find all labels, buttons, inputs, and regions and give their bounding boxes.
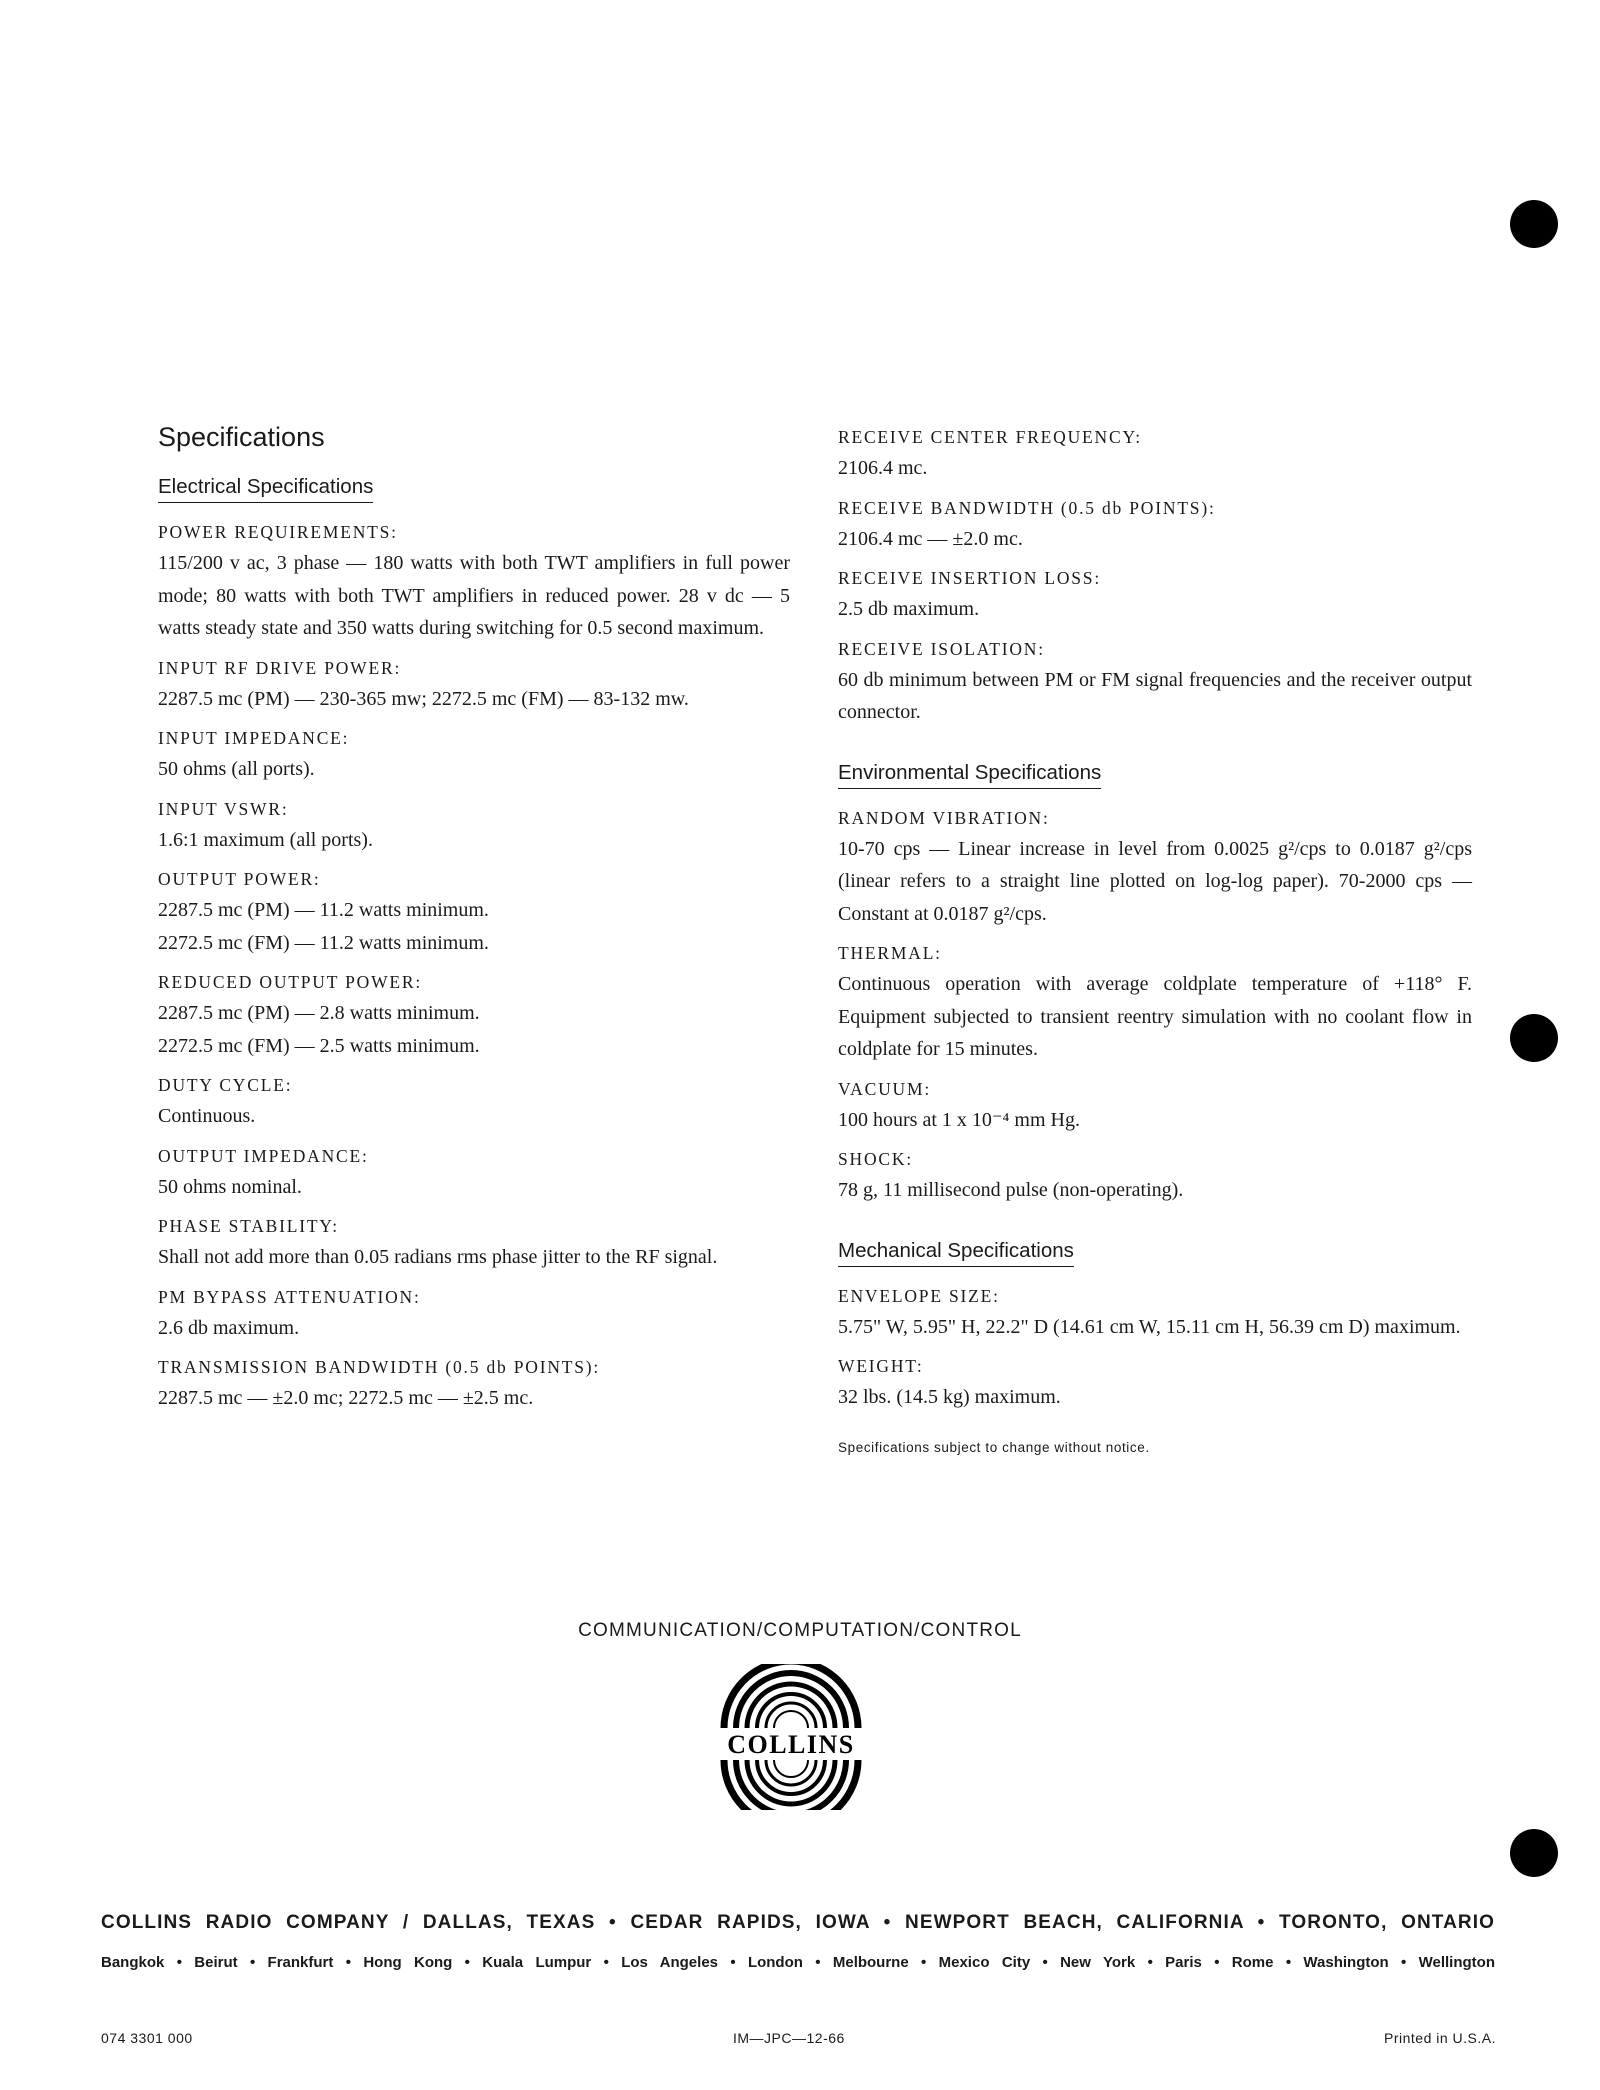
receive-section <box>838 422 1472 729</box>
binder-hole-middle <box>1510 1014 1558 1062</box>
spec-value: 2272.5 mc (FM) — 11.2 watts minimum. <box>158 931 489 954</box>
spec-item <box>158 1282 790 1345</box>
spec-value: 50 ohms (all ports). <box>158 758 315 780</box>
spec-item <box>158 1070 790 1133</box>
spec-label: INPUT IMPEDANCE: <box>158 728 350 748</box>
spec-item <box>158 1352 790 1415</box>
spec-label: POWER REQUIREMENTS: <box>158 522 398 542</box>
receive-spec-list <box>838 422 1472 729</box>
spec-label: THERMAL: <box>838 943 942 963</box>
spec-label: ENVELOPE SIZE: <box>838 1285 1000 1306</box>
spec-value: 2.6 db maximum. <box>158 1316 300 1339</box>
spec-value: 2106.4 mc — ±2.0 mc. <box>838 527 1023 550</box>
spec-label: DUTY CYCLE: <box>158 1075 293 1095</box>
company-addresses: COLLINS RADIO COMPANY / DALLAS, TEXAS • CEDAR RAPIDS, IOWA • NEWPORT BEACH, CALIFORNIA • TORONTO, ONTARIO <box>101 1912 1495 1933</box>
spec-item <box>838 803 1472 931</box>
spec-item <box>158 1211 790 1274</box>
spec-value: 1.6:1 maximum (all ports). <box>158 828 373 851</box>
print-code: IM—JPC—12-66 <box>733 2030 845 2046</box>
spec-item <box>838 634 1472 729</box>
spec-value: 2.5 db maximum. <box>838 598 980 620</box>
spec-label: INPUT RF DRIVE POWER: <box>158 657 402 678</box>
binder-hole-bottom <box>1510 1829 1558 1877</box>
environmental-spec-list <box>838 803 1472 1207</box>
spec-item <box>838 563 1472 626</box>
international-offices: Bangkok • Beirut • Frankfurt • Hong Kong • Kuala Lumpur • Los Angeles • London • Melbourne • Mexico City • New York • Paris • Rome • Washington • Wellington <box>101 1954 1495 1971</box>
spec-value: 115/200 v ac, 3 phase — 180 watts with both TWT amplifiers in full power mode; 80 watts with both TWT amplifiers in reduced power. 28 v dc — 5 watts steady state and 350 watts during switching for 0.5 second maximum. <box>158 552 790 639</box>
spec-item <box>158 1141 790 1204</box>
spec-label: RECEIVE INSERTION LOSS: <box>838 568 1101 588</box>
spec-item <box>158 517 790 645</box>
page-title: Specifications <box>158 422 325 452</box>
spec-item <box>158 864 790 959</box>
spec-label: WEIGHT: <box>838 1356 924 1376</box>
spec-item <box>838 938 1472 1066</box>
spec-value: 32 lbs. (14.5 kg) maximum. <box>838 1386 1061 1408</box>
binder-hole-top <box>1510 200 1558 248</box>
spec-value: Continuous operation with average coldplate temperature of +118° F. Equipment subjected to transient reentry simulation with no coolant flow in coldplate for 15 minutes. <box>838 973 1472 1060</box>
spec-value: 50 ohms nominal. <box>158 1175 302 1198</box>
mechanical-spec-list <box>838 1281 1472 1414</box>
spec-label: VACUUM: <box>838 1078 931 1099</box>
spec-item <box>158 723 790 786</box>
spec-item <box>158 794 790 857</box>
right-column <box>838 422 1472 1455</box>
spec-label: RECEIVE ISOLATION: <box>838 638 1045 659</box>
spec-label: INPUT VSWR: <box>158 798 289 819</box>
spec-value: 60 db minimum between PM or FM signal frequencies and the receiver output connector. <box>838 668 1472 723</box>
spec-label: RECEIVE CENTER FREQUENCY: <box>838 427 1142 447</box>
environmental-section <box>838 739 1472 1207</box>
electrical-section <box>158 475 790 1415</box>
electrical-section-title: Electrical Specifications <box>158 475 373 503</box>
printed-in: Printed in U.S.A. <box>1384 2030 1496 2046</box>
spec-value: 100 hours at 1 x 10⁻⁴ mm Hg. <box>838 1108 1080 1131</box>
spec-value: 10-70 cps — Linear increase in level from 0.0025 g²/cps to 0.0187 g²/cps (linear refers to a straight line plotted on log-log paper). 70-2000 cps — Constant at 0.0187 g²/cps. <box>838 837 1472 925</box>
spec-value: 5.75" W, 5.95" H, 22.2" D (14.61 cm W, 15.11 cm H, 56.39 cm D) maximum. <box>838 1315 1461 1338</box>
spec-value: 2287.5 mc — ±2.0 mc; 2272.5 mc — ±2.5 mc. <box>158 1387 534 1409</box>
document-number: 074 3301 000 <box>101 2030 193 2046</box>
spec-item <box>838 1144 1472 1207</box>
spec-label: OUTPUT IMPEDANCE: <box>158 1145 369 1166</box>
spec-item <box>838 1281 1472 1344</box>
spec-item <box>158 653 790 716</box>
spec-label: TRANSMISSION BANDWIDTH (0.5 db POINTS): <box>158 1357 601 1377</box>
spec-value: 2287.5 mc (PM) — 2.8 watts minimum. <box>158 1002 480 1024</box>
spec-value: 2106.4 mc. <box>838 457 928 479</box>
spec-item <box>838 1074 1472 1137</box>
spec-value: 2287.5 mc (PM) — 230-365 mw; 2272.5 mc (FM) — 83-132 mw. <box>158 687 689 710</box>
collins-logo <box>716 1664 866 1810</box>
mechanical-section <box>838 1217 1472 1414</box>
spec-label: RANDOM VIBRATION: <box>838 807 1050 828</box>
spec-item <box>838 422 1472 485</box>
spec-label: SHOCK: <box>838 1149 913 1169</box>
specifications-note: Specifications subject to change without notice. <box>838 1439 1150 1455</box>
spec-item <box>838 493 1472 556</box>
mechanical-section-title: Mechanical Specifications <box>838 1239 1074 1267</box>
spec-label: RECEIVE BANDWIDTH (0.5 db POINTS): <box>838 497 1216 518</box>
spec-label: PM BYPASS ATTENUATION: <box>158 1286 421 1307</box>
spec-label: PHASE STABILITY: <box>158 1216 339 1236</box>
environmental-section-title: Environmental Specifications <box>838 761 1101 789</box>
spec-value: Shall not add more than 0.05 radians rms phase jitter to the RF signal. <box>158 1246 718 1268</box>
spec-label: REDUCED OUTPUT POWER: <box>158 972 423 992</box>
spec-item <box>838 1351 1472 1414</box>
spec-value: 78 g, 11 millisecond pulse (non-operating). <box>838 1179 1184 1201</box>
spec-item <box>158 967 790 1062</box>
tagline: COMMUNICATION/COMPUTATION/CONTROL <box>578 1620 1022 1641</box>
spec-value: Continuous. <box>158 1105 256 1127</box>
spec-label: OUTPUT POWER: <box>158 869 321 889</box>
logo-wordmark: COLLINS <box>727 1730 855 1759</box>
spec-value: 2287.5 mc (PM) — 11.2 watts minimum. <box>158 899 489 921</box>
spec-value: 2272.5 mc (FM) — 2.5 watts minimum. <box>158 1034 480 1057</box>
left-column <box>158 414 790 1425</box>
electrical-spec-list <box>158 517 790 1415</box>
